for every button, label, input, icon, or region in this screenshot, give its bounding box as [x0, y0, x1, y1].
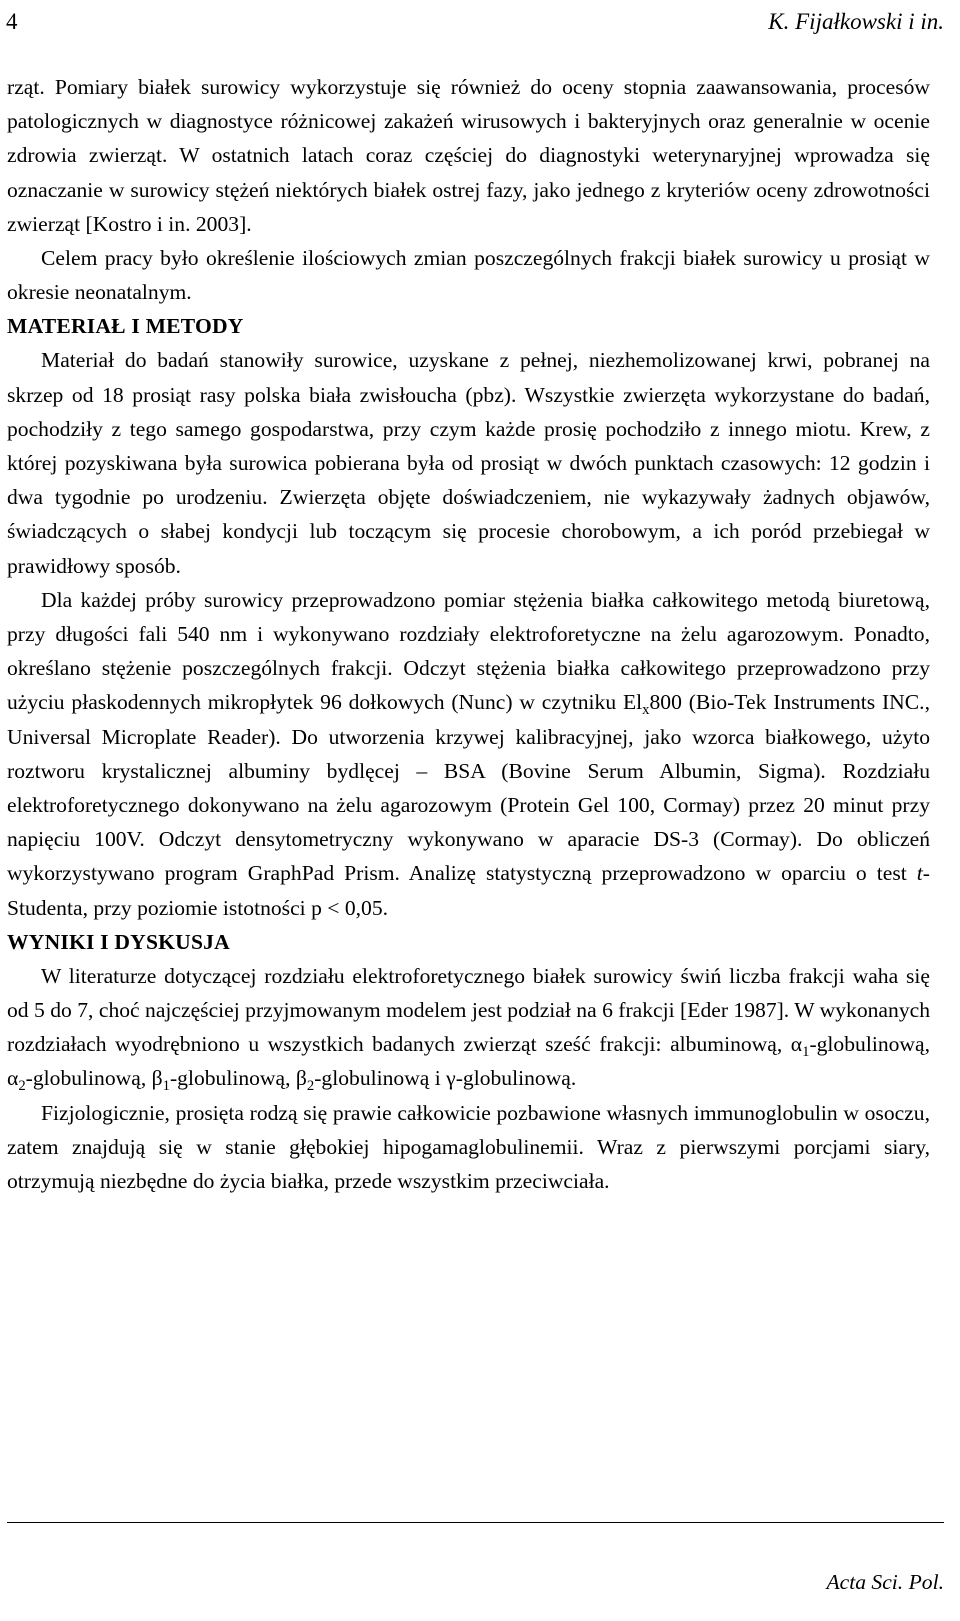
- text-run: 800 (Bio-Tek Instruments INC., Universal Microplate Reader). Do utworzenia krzywej kalibracyjnej, jako wzorca białkowego, użyto roztworu krystalicznej albuminy bydlęcej – BSA (Bovine Serum Albumin, Sigma). Rozdziału elektroforetycznego dokonywano na żelu agarozowym (Protein Gel 100, Cormay) przez 20 minut przy napięciu 100V. Odczyt densytometryczny wykonywano w aparacie DS-3 (Cormay). Do obliczeń wykorzystywano program GraphPad Prism. Analizę statystyczną przeprowadzono w oparciu o test: [7, 690, 930, 886]
- page-body: [7, 70, 930, 1198]
- text-run: -globulinową, α: [7, 1032, 930, 1091]
- materials-paragraph-1: Materiał do badań stanowiły surowice, uzyskane z pełnej, niezhemolizowanej krwi, pobranej na skrzep od 18 prosiąt rasy polska biała zwisłoucha (pbz). Wszystkie zwierzęta wykorzystane do badań, pochodziły z tego samego gospodarstwa, przy czym każde prosię pochodziło z innego miotu. Krew, z której pozyskiwana była surowica pobierana była od prosiąt w dwóch punktach czasowych: 12 godzin i dwa tygodnie po urodzeniu. Zwierzęta objęte doświadczeniem, nie wykazywały żadnych objawów, świadczących o słabej kondycji lub toczącym się procesie chorobowym, a ich poród przebiegał w prawidłowy sposób.: [7, 348, 930, 578]
- intro-paragraph: rząt. Pomiary białek surowicy wykorzystuje się również do oceny stopnia zaawansowania, procesów patologicznych w diagnostyce różnicowej zakażeń wirusowych i bakteryjnych oraz generalnie w ocenie zdrowia zwierząt. W ostatnich latach coraz częściej do diagnostyki weterynaryjnej wprowadza się oznaczanie w surowicy stężeń niektórych białek ostrej fazy, jako jednego z kryteriów oceny zdrowotności zwierząt [Kostro i in. 2003].: [7, 75, 930, 236]
- text-run: -globulinową i γ-globulinową.: [314, 1066, 577, 1091]
- results-paragraph-2: Fizjologicznie, prosięta rodzą się prawie całkowicie pozbawione własnych immunoglobulin w osoczu, zatem znajdują się w stanie głębokiej hipogamaglobulinemii. Wraz z pierwszymi porcjami siary, otrzymują niezbędne do życia białka, przede wszystkim przeciwciała.: [7, 1100, 930, 1194]
- results-heading: WYNIKI I DYSKUSJA: [7, 929, 230, 954]
- subscript: 1: [162, 1078, 170, 1095]
- materials-heading: MATERIAŁ I METODY: [7, 314, 244, 339]
- page-header: [6, 2, 944, 42]
- page-number: 4: [6, 9, 18, 34]
- text-run: -globulinową, β: [25, 1066, 163, 1091]
- text-run: W literaturze dotyczącej rozdziału elektroforetycznego białek surowicy świń liczba frakcji waha się od 5 do 7, choć najczęściej przyjmowanym modelem jest podział na 6 frakcji [Eder 1987]. W wykonanych rozdziałach wyodrębniono u wszystkich badanych zwierząt sześć frakcji: albuminową, α: [7, 963, 930, 1057]
- subscript: x: [642, 702, 650, 719]
- subscript: 2: [18, 1078, 26, 1095]
- text-run: -globulinową, β: [169, 1066, 307, 1091]
- italic-run: t: [916, 861, 923, 886]
- text-run: Dla każdej próby surowicy przeprowadzono pomiar stężenia białka całkowitego metodą biuretową, przy długości fali 540 nm i wykonywano rozdziały elektroforetyczne na żelu agarozowym. Ponadto, określano stężenie poszczególnych frakcji. Odczyt stężenia białka całkowitego przeprowadzono przy użyciu płaskodennych mikropłytek 96 dołkowych (Nunc) w czytniku El: [7, 587, 930, 715]
- subscript: 1: [802, 1044, 810, 1061]
- subscript: 2: [306, 1078, 315, 1095]
- journal-footer: Acta Sci. Pol.: [826, 1570, 944, 1594]
- aim-paragraph: Celem pracy było określenie ilościowych zmian poszczególnych frakcji białek surowicy u prosiąt w okresie neonatalnym.: [7, 246, 930, 305]
- running-head: K. Fijałkowski i in.: [768, 9, 944, 34]
- text-run: -Studenta, przy poziomie istotności p < 0,05.: [7, 861, 930, 920]
- footer-rule: [7, 1522, 944, 1523]
- materials-paragraph-2: [7, 583, 930, 925]
- results-paragraph-1: [7, 959, 930, 1096]
